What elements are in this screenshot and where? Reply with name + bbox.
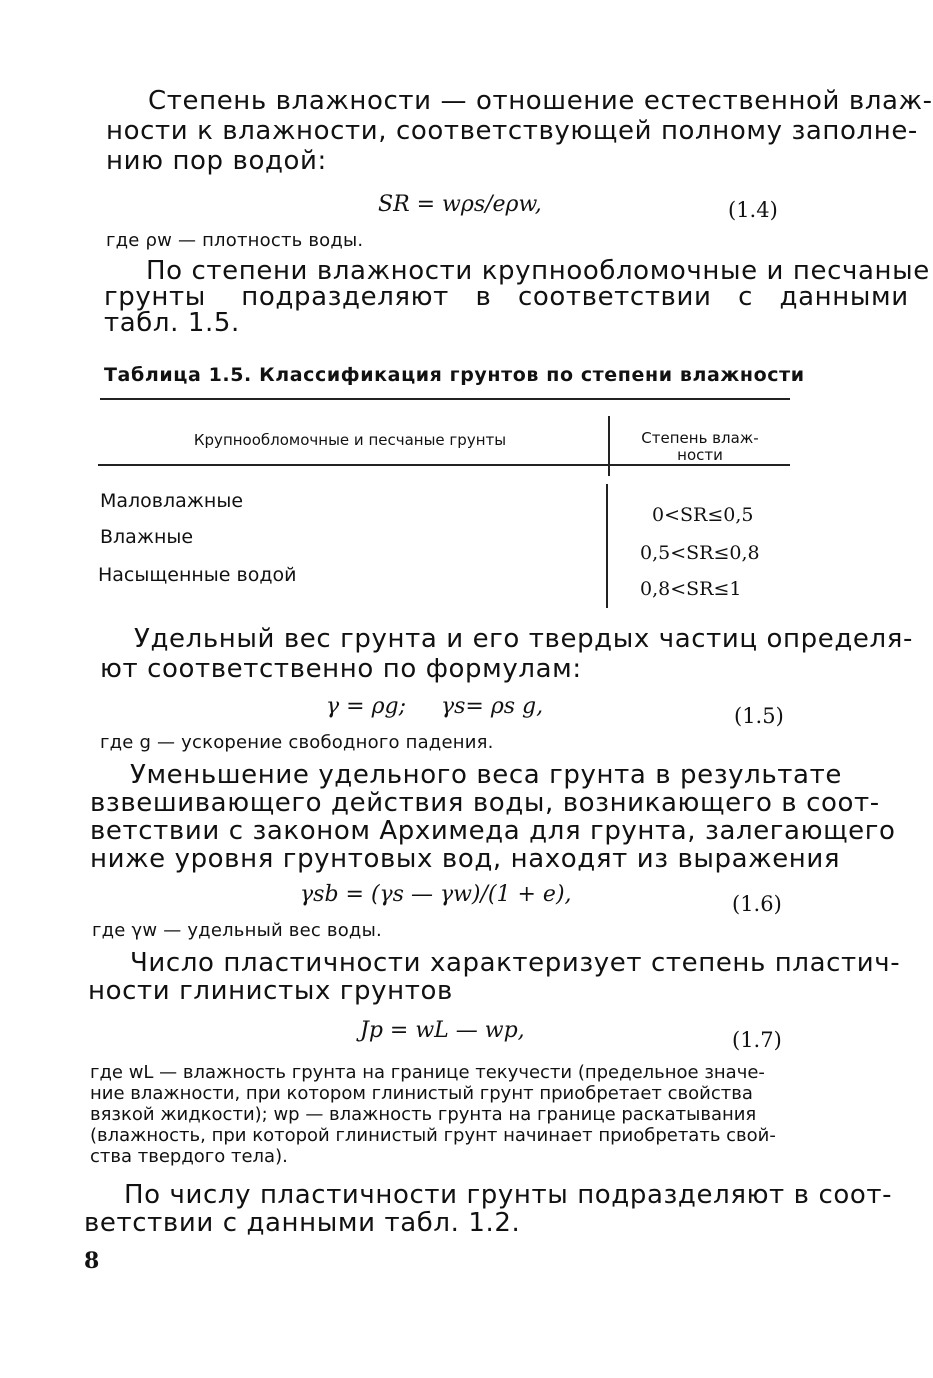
paragraph-line: ветствии с данными табл. 1.2. (84, 1208, 521, 1238)
equation-1-6: γsb = (γs — γw)/(1 + e), (300, 882, 572, 907)
paragraph-line: По степени влажности крупнообломочные и песчаные (146, 256, 930, 286)
paragraph-line: грунты подразделяют в соответствии с данными (104, 282, 909, 312)
note-line: где ρw — плотность воды. (106, 230, 364, 251)
table-cell-range: 0,8<SR≤1 (640, 578, 742, 600)
note-line: вязкой жидкости); wp — влажность грунта на границе раскатывания (90, 1104, 757, 1125)
note-line: где wL — влажность грунта на границе текучести (предельное значе- (90, 1062, 765, 1083)
note-line: (влажность, при которой глинистый грунт начинает приобретать свой- (90, 1125, 776, 1146)
equation-1-7: Jp = wL — wp, (360, 1018, 525, 1043)
note-line: ние влажности, при котором глинистый грунт приобретает свойства (90, 1083, 753, 1104)
table-header-saturation: Степень влаж- ности (641, 429, 759, 464)
note-line: где γw — удельный вес воды. (92, 920, 382, 941)
paragraph-line: ют соответственно по формулам: (100, 654, 582, 684)
paragraph-line: ниже уровня грунтовых вод, находят из выражения (90, 844, 841, 874)
table-top-rule (100, 398, 790, 400)
page-number: 8 (84, 1248, 100, 1274)
paragraph-line: нию пор водой: (106, 146, 327, 176)
paragraph-line: Число пластичности характеризует степень пластич- (130, 948, 901, 978)
note-line: где g — ускорение свободного падения. (100, 732, 494, 753)
paragraph-line: Степень влажности — отношение естественной влаж- (148, 86, 933, 116)
paragraph-line: ности глинистых грунтов (88, 976, 453, 1006)
equation-number: (1.7) (732, 1028, 782, 1052)
table-header-soil: Крупнообломочные и песчаные грунты (193, 431, 507, 449)
equation-number: (1.4) (728, 198, 778, 222)
table-caption: Таблица 1.5. Классификация грунтов по степени влажности (104, 364, 805, 386)
paragraph-line: взвешивающего действия воды, возникающего в соот- (90, 788, 880, 818)
table-cell-soil: Влажные (100, 526, 194, 548)
paragraph-line: Удельный вес грунта и его твердых частиц определя- (134, 624, 913, 654)
equation-1-5: γ = ρg; γs= ρs g, (326, 694, 544, 719)
equation-number: (1.6) (732, 892, 782, 916)
paragraph-line: По числу пластичности грунты подразделяют в соот- (124, 1180, 893, 1210)
equation-number: (1.5) (734, 704, 784, 728)
equation-1-4: SR = wρs/eρw, (378, 192, 542, 217)
paragraph-line: ветствии с законом Архимеда для грунта, залегающего (90, 816, 896, 846)
table-header-divider (608, 416, 610, 476)
table-cell-range: 0,5<SR≤0,8 (640, 542, 760, 564)
table-body-divider (606, 484, 608, 608)
note-line: ства твердого тела). (90, 1146, 288, 1167)
paragraph-line: Уменьшение удельного веса грунта в результате (130, 760, 842, 790)
paragraph-line: табл. 1.5. (104, 308, 240, 338)
paragraph-line: ности к влажности, соответствующей полному заполне- (106, 116, 918, 146)
table-cell-range: 0<SR≤0,5 (652, 504, 754, 526)
table-cell-soil: Насыщенные водой (98, 564, 297, 586)
table-cell-soil: Маловлажные (100, 490, 244, 512)
table-header-rule (98, 464, 790, 466)
